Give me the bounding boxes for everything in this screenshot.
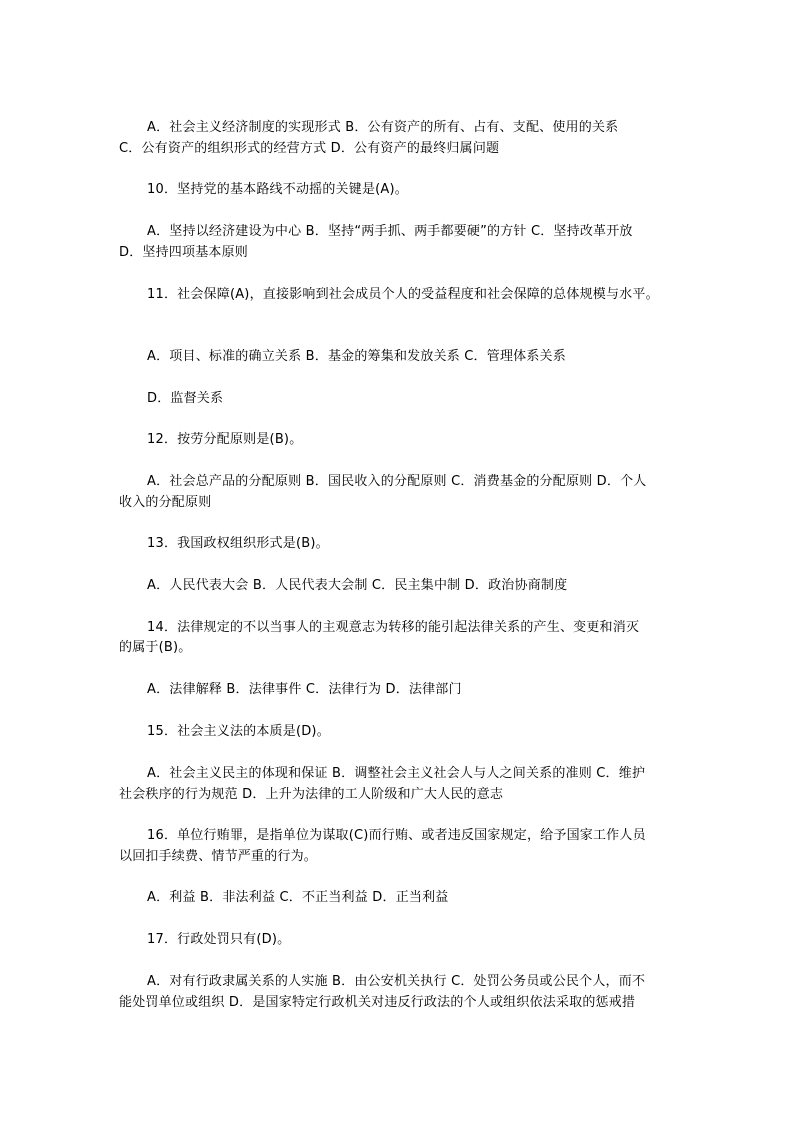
question-line: 以回扣手续费、情节严重的行为。: [119, 849, 318, 864]
text-line: 收入的分配原则: [119, 495, 212, 510]
question-line: 的属于(B)。: [119, 640, 192, 655]
question-line: 13．我国政权组织形式是(B)。: [147, 536, 329, 551]
question-line: 17．行政处罚只有(D)。: [147, 932, 291, 947]
question-line: 15．社会主义法的本质是(D)。: [147, 724, 330, 739]
question-line: 10．坚持党的基本路线不动摇的关键是(A)。: [147, 182, 408, 197]
question-line: 16．单位行贿罪，是指单位为谋取(C)而行贿、或者违反国家规定，给予国家工作人员: [147, 828, 646, 843]
text-line: A．对有行政隶属关系的人实施 B．由公安机关执行 C．处罚公务员或公民个人，而不: [147, 974, 646, 989]
question-line: 11．社会保障(A)，直接影响到社会成员个人的受益程度和社会保障的总体规模与水平。: [147, 287, 659, 302]
question-line: 12．按劳分配原则是(B)。: [147, 432, 303, 447]
question-line: 14．法律规定的不以当事人的主观意志为转移的能引起法律关系的产生、变更和消灭: [147, 620, 640, 635]
text-line: A．项目、标准的确立关系 B．基金的筹集和发放关系 C．管理体系关系: [147, 349, 566, 364]
text-line: D．监督关系: [147, 391, 224, 406]
text-line: A．社会主义民主的体现和保证 B．调整社会主义社会人与人之间关系的准则 C．维护: [147, 766, 646, 781]
text-line: C．公有资产的组织形式的经营方式 D．公有资产的最终归属问题: [119, 141, 500, 156]
text-line: A．社会主义经济制度的实现形式 B．公有资产的所有、占有、支配、使用的关系: [147, 120, 619, 135]
text-line: A．法律解释 B．法律事件 C．法律行为 D．法律部门: [147, 682, 462, 697]
text-line: D．坚持四项基本原则: [119, 245, 249, 260]
text-line: 能处罚单位或组织 D．是国家特定行政机关对违反行政法的个人或组织依法采取的惩戒措: [119, 995, 636, 1010]
text-line: A．社会总产品的分配原则 B．国民收入的分配原则 C．消费基金的分配原则 D．个人: [147, 474, 647, 489]
text-line: 社会秩序的行为规范 D．上升为法律的工人阶级和广大人民的意志: [119, 787, 504, 802]
text-line: A．利益 B．非法利益 C．不正当利益 D．正当利益: [147, 890, 449, 905]
text-line: A．人民代表大会 B．人民代表大会制 C．民主集中制 D．政治协商制度: [147, 578, 568, 593]
text-line: A．坚持以经济建设为中心 B．坚持“两手抓、两手都要硬”的方针 C．坚持改革开放: [147, 224, 633, 239]
